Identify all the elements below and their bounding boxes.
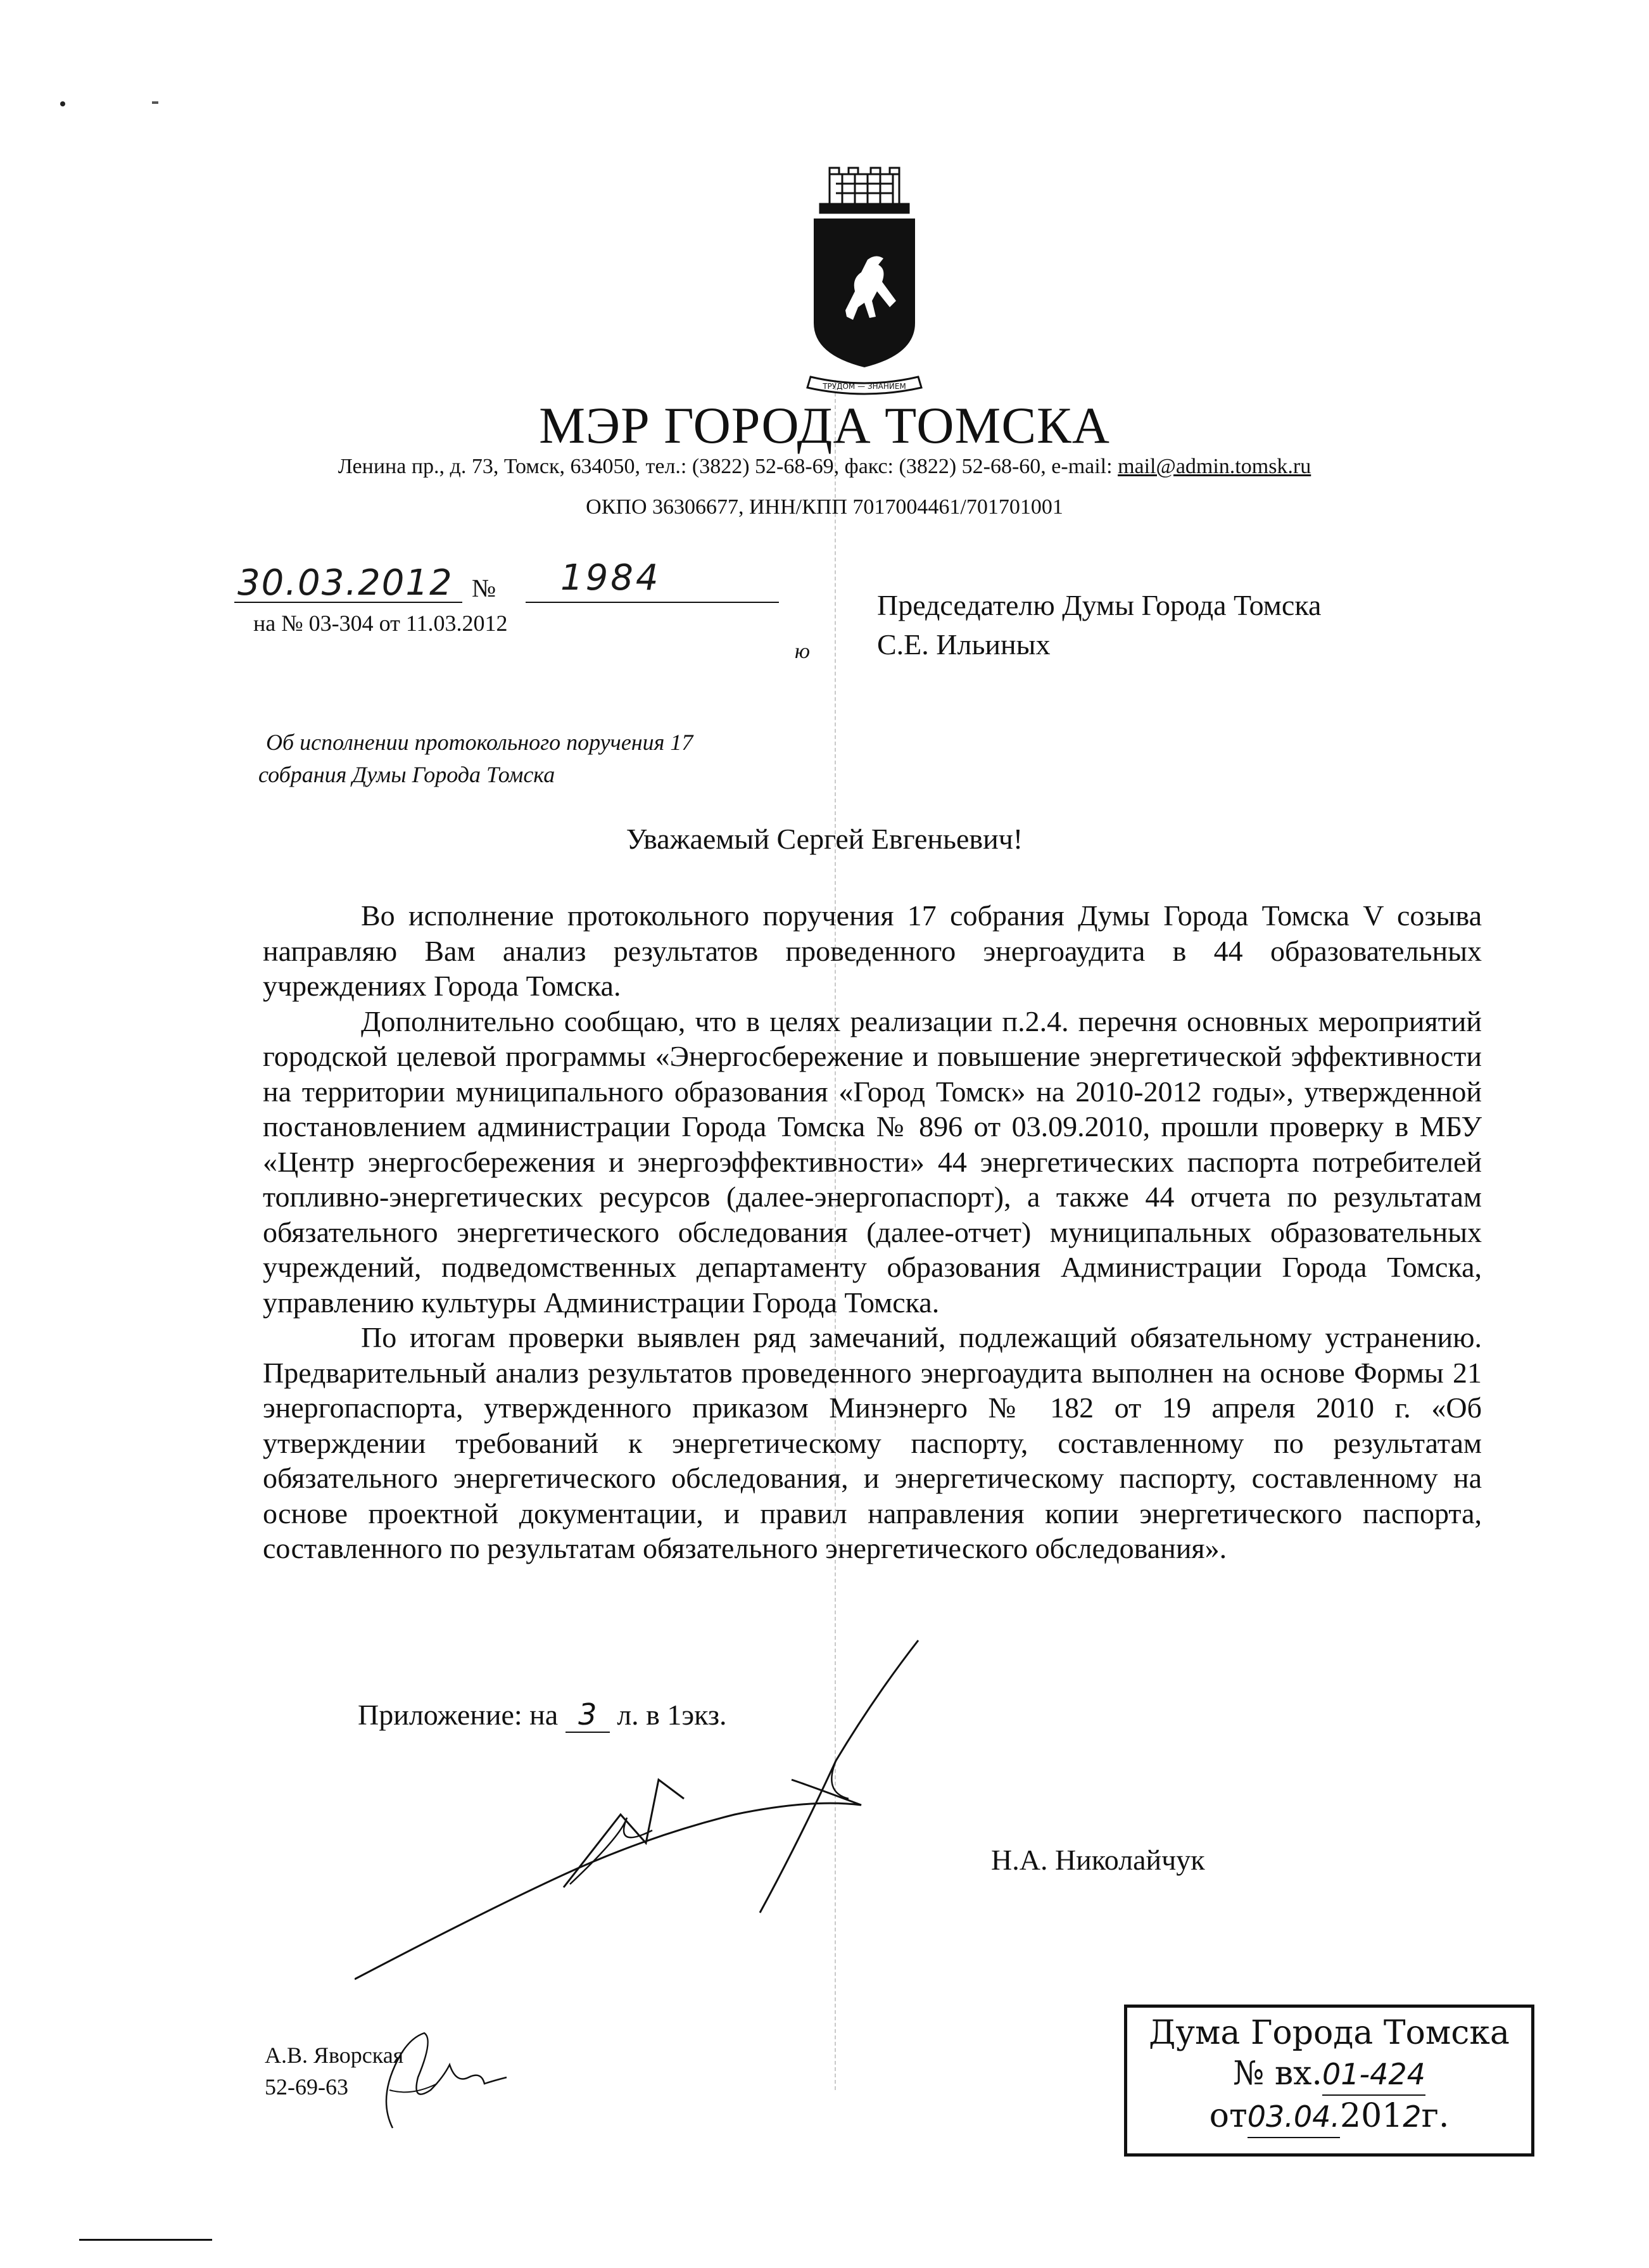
stamp-year-suffix: г.	[1421, 2097, 1450, 2135]
subject-line2: собрания Думы Города Томска	[258, 762, 555, 787]
subject-line1: Об исполнении протокольного поручения 17	[266, 730, 693, 755]
attachment-prefix: Приложение: на	[358, 1699, 565, 1731]
handwritten-mark: ю	[795, 640, 810, 663]
letter-body	[263, 898, 1482, 1566]
outgoing-number: 1984	[560, 557, 661, 599]
paragraph: Дополнительно сообщаю, что в целях реализации п.2.4. перечня основных мероприятий городской целевой программы «Энергосбережение и повышение энергетической эффективности на территории муниципального образования «Город Томск» на 2010-2012 годы», утвержденной постановлением администрации Города Томска № 896 от 03.09.2010, прошли проверку в МБУ «Центр энергосбережения и энергоэффективности» 44 энергетических паспорта потребителей топливно-энергетических ресурсов (далее-энергопаспорт), а также 44 отчета по результатам обязательного энергетического обследования (далее-отчет) муниципальных образовательных учреждений, подведомственных департаменту образования Администрации Города Томска, управлению культуры Администрации Города Томска.	[263, 1004, 1482, 1319]
greeting: Уважаемый Сергей Евгеньевич!	[626, 823, 1023, 855]
paragraph: Во исполнение протокольного поручения 17 собрания Думы Города Томска V созыва направляю Вам анализ результатов проведенного энергоаудита в 44 образовательных учреждениях Города Томска.	[263, 899, 1482, 1002]
email-link[interactable]: mail@admin.tomsk.ru	[1118, 455, 1311, 478]
number-underline	[526, 602, 779, 603]
addressee-block	[877, 586, 1321, 664]
executor-signature	[374, 2027, 519, 2141]
paragraph: По итогам проверки выявлен ряд замечаний, подлежащий обязательному устранению. Предварительный анализ результатов проведенного энергоаудита выполнен на основе Формы 21 энергопаспорта, утвержденного приказом Минэнерго № 182 от 19 апреля 2010 г. «Об утверждении требований к энергетическому паспорту, составленному по результатам обязательного энергетического обследования, и энергетическому паспорту, составленному на основе проектной документации, и правил направления копии энергетического паспорта, составленного по результатам обязательного энергетического обследования».	[263, 1321, 1482, 1564]
stamp-year-digit: 2	[1403, 2100, 1422, 2134]
scan-speck	[152, 101, 158, 104]
scan-speck	[60, 101, 65, 106]
address-text: Ленина пр., д. 73, Томск, 634050, тел.: (3822) 52-68-69, факс: (3822) 52-68-60, e-mail:	[338, 455, 1118, 478]
attachment-sheets: 3	[565, 1697, 610, 1733]
stamp-number-value: 01-424	[1322, 2054, 1425, 2096]
bottom-rule	[79, 2239, 212, 2241]
executor-phone: 52-69-63	[265, 2074, 348, 2100]
stamp-date-row	[1127, 2096, 1531, 2138]
signer-name: Н.А. Николайчук	[991, 1844, 1205, 1876]
number-sign: №	[472, 574, 496, 602]
outgoing-date: 30.03.2012	[237, 562, 453, 604]
reference-line: на № 03-304 от 11.03.2012	[253, 611, 508, 636]
stamp-org: Дума Города Томска	[1149, 2014, 1510, 2052]
letterhead-title: МЭР ГОРОДА ТОМСКА	[539, 396, 1110, 454]
letterhead-codes: ОКПО 36306677, ИНН/КПП 7017004461/701701001	[586, 495, 1063, 519]
stamp-date-prefix: от	[1209, 2097, 1248, 2135]
stamp-date-value: 03.04.	[1248, 2096, 1340, 2138]
addressee-line2: С.Е. Ильиных	[877, 628, 1051, 661]
stamp-number-label: № вх.	[1233, 2055, 1322, 2093]
svg-text:ТРУДОМ — ЗНАНИЕМ: ТРУДОМ — ЗНАНИЕМ	[823, 382, 906, 391]
stamp-year-prefix: 201	[1340, 2097, 1403, 2135]
stamp-number-row	[1127, 2053, 1531, 2096]
addressee-line1: Председателю Думы Города Томска	[877, 589, 1322, 621]
crest-ribbon	[807, 377, 921, 394]
executor-name: А.В. Яворская	[265, 2043, 404, 2068]
attachment-suffix: л. в 1экз.	[609, 1699, 727, 1731]
incoming-stamp	[1124, 2005, 1534, 2157]
tomsk-coat-of-arms-icon	[801, 165, 928, 399]
crest-crown	[820, 168, 909, 213]
subject-block	[258, 726, 693, 791]
mayor-signature	[355, 1634, 1013, 1989]
letterhead-address	[0, 455, 1649, 479]
